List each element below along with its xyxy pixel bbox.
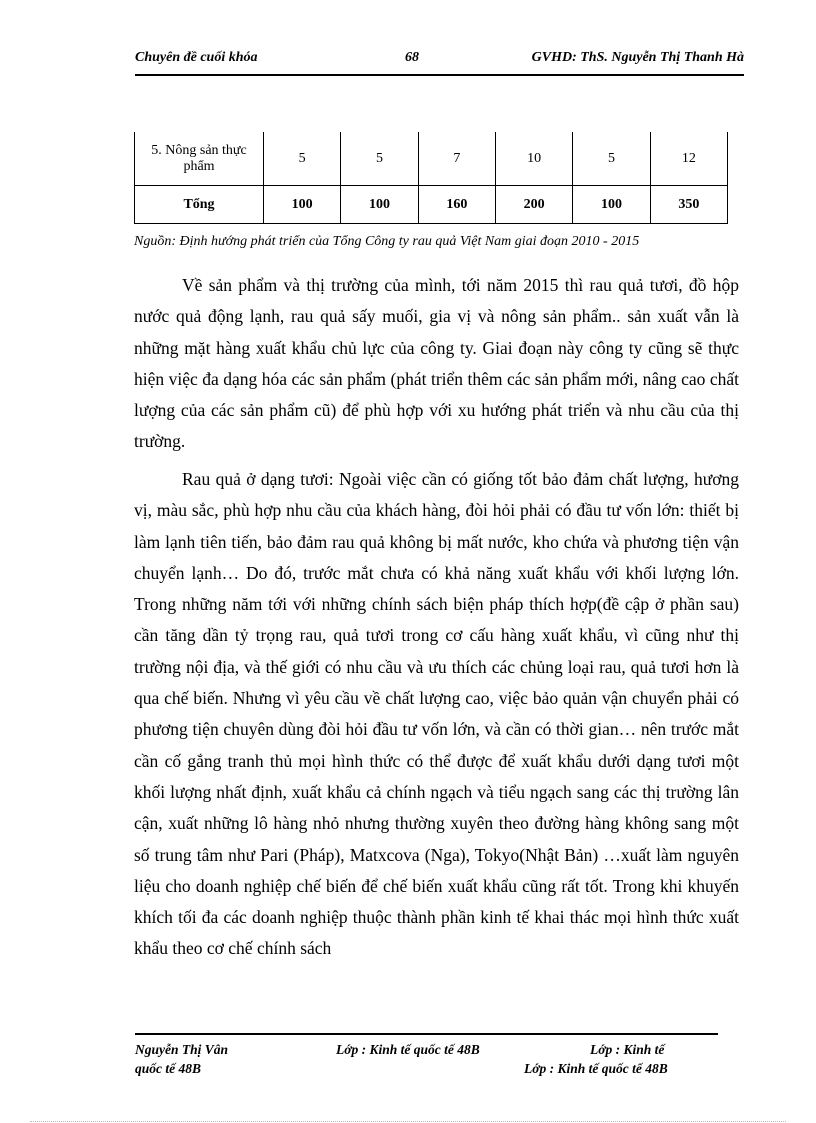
table-cell: 100 bbox=[341, 186, 418, 224]
footer-class-part: Lớp : Kinh tế bbox=[590, 1042, 665, 1057]
footer-author-cont: quốc tế 48B bbox=[135, 1061, 201, 1076]
table-cell: 5 bbox=[341, 132, 418, 186]
table-cell: 350 bbox=[650, 186, 727, 224]
table-cell: 10 bbox=[495, 132, 572, 186]
header-title: Chuyên đề cuối khóa bbox=[135, 50, 258, 65]
header-rule bbox=[135, 74, 744, 76]
page-number: 68 bbox=[405, 50, 419, 65]
body-paragraph: Rau quả ở dạng tươi: Ngoài việc cần có giống tốt bảo đảm chất lượng, hương vị, màu sắc, phù hợp nhu cầu của khách hàng, đòi hỏi phải có đầu tư vốn lớn: thiết bị làm lạnh tiên tiến, bảo đảm rau quả không bị mất nước, kho chứa và phương tiện vận chuyển lạnh… Do đó, trước mắt chưa có khả năng xuất khẩu với khối lượng lớn. Trong những năm tới với những chính sách biện pháp thích hợp(đề cập ở phần sau) cần tăng dần tỷ trọng rau, quả tươi trong cơ cấu hàng xuất khẩu, vì cũng như thị trường nội địa, và thế giới có nhu cầu và ưu thích các chủng loại rau, quả tươi hơn là qua chế biến. Nhưng vì yêu cầu về chất lượng cao, việc bảo quản vận chuyển phải có phương tiện chuyên dùng đòi hỏi đầu tư vốn lớn, và cần có thời gian… nên trước mắt cần cố gắng tranh thủ mọi hình thức có thể được để xuất khẩu dưới dạng tươi một khối lượng nhất định, xuất khẩu cả chính ngạch và tiểu ngạch sang các thị trường lân cận, xuất những lô hàng nhỏ nhưng thường xuyên theo đường hàng không sang một số trung tâm như Pari (Pháp), Matxcova (Nga), Tokyo(Nhật Bản) …xuất làm nguyên liệu cho doanh nghiệp chế biến để chế biến xuất khẩu cũng rất tốt. Trong khi khuyến khích tối đa các doanh nghiệp thuộc thành phần kinh tế khai thác mọi hình thức xuất khẩu theo cơ chế chính sách bbox=[134, 469, 739, 959]
data-table bbox=[134, 132, 728, 224]
table-cell: 160 bbox=[418, 186, 495, 224]
footer-class: Lớp : Kinh tế quốc tế 48B bbox=[336, 1042, 480, 1057]
footer-rule bbox=[135, 1033, 718, 1035]
header-supervisor: GVHD: ThS. Nguyễn Thị Thanh Hà bbox=[531, 50, 744, 65]
footer-class-repeat: Lớp : Kinh tế quốc tế 48B bbox=[524, 1061, 668, 1076]
table-cell: 100 bbox=[264, 186, 341, 224]
table-cell: 5 bbox=[573, 132, 650, 186]
table-row-total bbox=[135, 186, 728, 224]
table-cell: Tổng bbox=[135, 186, 264, 224]
table-cell: 200 bbox=[495, 186, 572, 224]
table-cell: 5 bbox=[264, 132, 341, 186]
footer-author: Nguyễn Thị Vân bbox=[135, 1042, 229, 1057]
page-header bbox=[135, 50, 744, 72]
body-paragraph: Về sản phẩm và thị trường của mình, tới năm 2015 thì rau quả tươi, đồ hộp nước quả động lạnh, rau quả sấy muối, gia vị và nông sản phẩm.. sản xuất vẫn là những mặt hàng xuất khẩu chủ lực của công ty. Giai đoạn này công ty cũng sẽ thực hiện việc đa dạng hóa các sản phẩm (phát triển thêm các sản phẩm mới, nâng cao chất lượng của các sản phẩm cũ) để phù hợp với xu hướng phát triển và nhu cầu của thị trường. bbox=[134, 275, 739, 452]
table-cell: 12 bbox=[650, 132, 727, 186]
table-cell: 7 bbox=[418, 132, 495, 186]
page-bottom-dotted-line bbox=[30, 1121, 786, 1122]
table-source: Nguồn: Định hướng phát triển của Tổng Công ty rau quả Việt Nam giai đoạn 2010 - 2015 bbox=[134, 234, 640, 249]
table-cell: 5. Nông sản thực phẩm bbox=[135, 132, 264, 186]
table-cell: 100 bbox=[573, 186, 650, 224]
table-row bbox=[135, 132, 728, 186]
